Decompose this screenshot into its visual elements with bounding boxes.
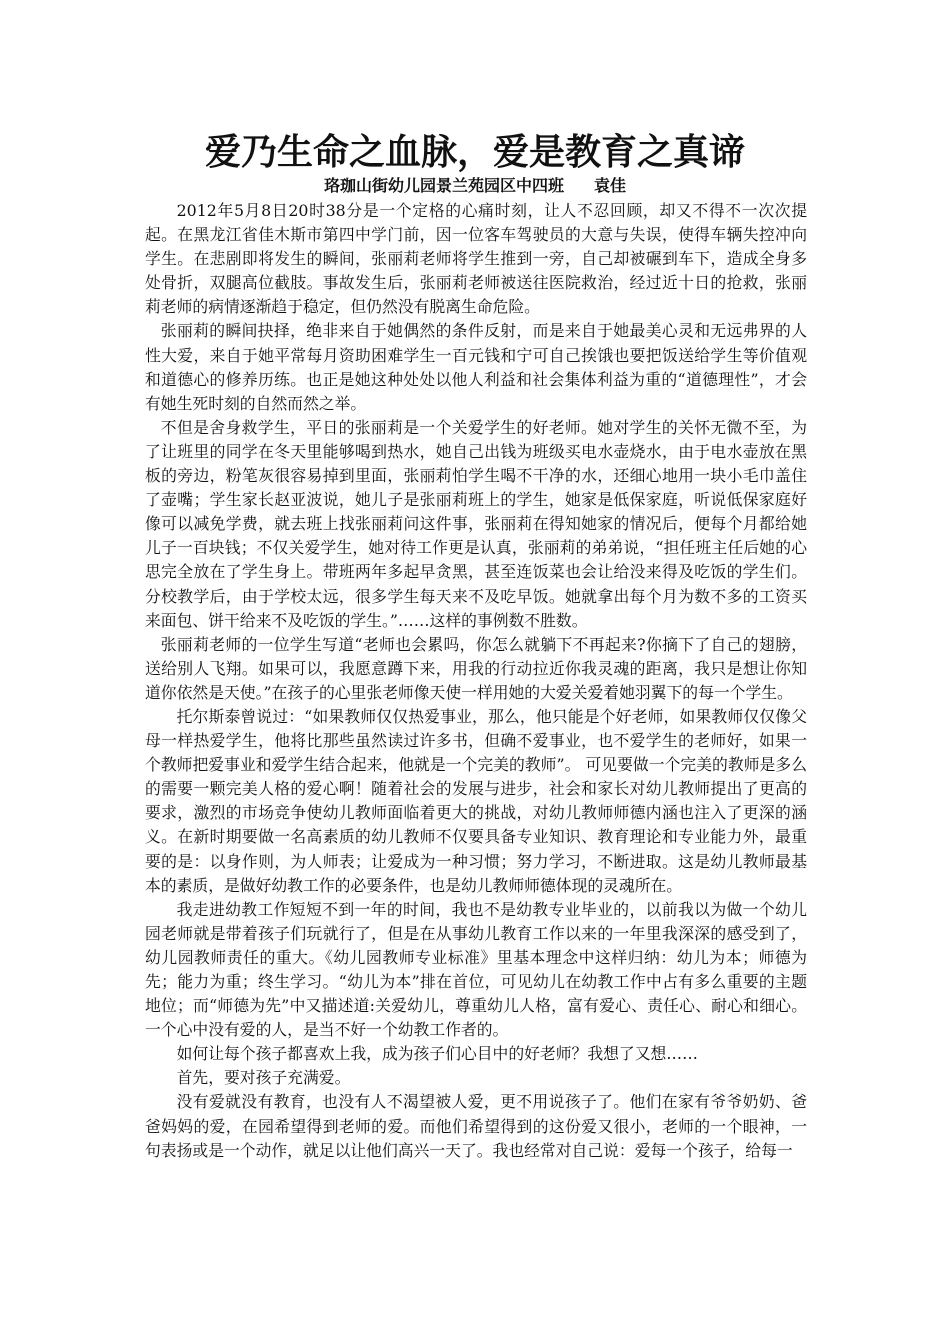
author-affiliation: 珞珈山街幼儿园景兰苑园区中四班 (323, 176, 564, 195)
document-title: 爱乃生命之血脉，爱是教育之真谛 (204, 132, 745, 173)
paragraph: 首先，要对孩子充满爱。 (176, 1068, 351, 1088)
document-byline (0, 175, 950, 197)
paragraph: 托尔斯泰曾说过：“如果教师仅仅热爱事业，那么，他只能是个好老师，如果教师仅仅像父母一样热爱学生，他将比那些虽然读过许多书，但确不爱事业，也不爱学生的老师好，如果一个教师把爱事业和爱学生结合起来，他就是一个完美的教师”。 可见要做一个完美的教师是多么的需要一颗完美人格的爱心啊！随着社会的发展与进步，社会和家长对幼儿教师提出了更高的要求，激烈的市场竞争使幼儿教师面临着更大的挑战，对幼儿教师师德内涵也注入了更深的涵义。在新时期要做一名高素质的幼儿教师不仅要具备专业知识、教育理论和专业能力外，最重要的是：以身作则，为人师表；让爱成为一种习惯；努力学习，不断进取。这是幼儿教师最基本的素质，是做好幼教工作的必要条件，也是幼儿教师师德体现的灵魂所在。 (145, 706, 807, 895)
paragraph: 不但是舍身救学生，平日的张丽莉是一个关爱学生的好老师。她对学生的关怀无微不至，为了让班里的同学在冬天里能够喝到热水，她自己出钱为班级买电水壶烧水，由于电水壶放在黑板的旁边，粉笔灰很容易掉到里面，张丽莉怕学生喝不干净的水，还细心地用一块小毛巾盖住了壶嘴；学生家长赵亚波说，她儿子是张丽莉班上的学生，她家是低保家庭，听说低保家庭好像可以减免学费，就去班上找张丽莉问这件事，张丽莉在得知她家的情况后，便每个月都给她儿子一百块钱；不仅关爱学生，她对待工作更是认真，张丽莉的弟弟说，“担任班主任后她的心思完全放在了学生身上。带班两年多起早贪黑，甚至连饭菜也会让给没来得及吃饭的学生们。分校教学后，由于学校太远，很多学生每天来不及吃早饭。她就拿出每个月为数不多的工资买来面包、饼干给来不及吃饭的学生。”……这样的事例数不胜数。 (145, 417, 807, 630)
author-name: 袁佳 (594, 176, 627, 195)
document-body (145, 199, 807, 1163)
paragraph: 张丽莉老师的一位学生写道“老师也会累吗，你怎么就躺下不再起来?你摘下了自己的翅膀，送给别人飞翔。如果可以，我愿意蹲下来，用我的行动拉近你我灵魂的距离，我只是想让你知道你依然是天使。”在孩子的心里张老师像天使一样用她的大爱关爱着她羽翼下的每一个学生。 (145, 634, 807, 702)
paragraph: 没有爱就没有教育，也没有人不渴望被人爱，更不用说孩子了。他们在家有爷爷奶奶、爸爸妈妈的爱，在园希望得到老师的爱。而他们希望得到的这份爱又很小，老师的一个眼神，一句表扬或是一个动作，就足以让他们高兴一天了。我也经常对自己说：爱每一个孩子，给每一 (145, 1092, 807, 1160)
paragraph: 张丽莉的瞬间抉择，绝非来自于她偶然的条件反射，而是来自于她最美心灵和无远弗界的人性大爱，来自于她平常每月资助困难学生一百元钱和宁可自己挨饿也要把饭送给学生等价值观和道德心的修养历练。也正是她这种处处以他人利益和社会集体利益为重的“道德理性”，才会有她生死时刻的自然而然之举。 (145, 321, 807, 413)
paragraph: 如何让每个孩子都喜欢上我，成为孩子们心目中的好老师？我想了又想…… (176, 1044, 698, 1064)
paragraph: 我走进幼教工作短短不到一年的时间，我也不是幼教专业毕业的，以前我以为做一个幼儿园老师就是带着孩子们玩就行了，但是在从事幼儿教育工作以来的一年里我深深的感受到了，幼儿园教师责任的重大。《幼儿园教师专业标准》里基本理念中这样归纳：幼儿为本；师德为先；能力为重；终生学习。“幼儿为本”排在首位，可见幼儿在幼教工作中占有多么重要的主题地位；而“师德为先”中又描述道:关爱幼儿，尊重幼儿人格，富有爱心、责任心、耐心和细心。一个心中没有爱的人，是当不好一个幼教工作者的。 (145, 899, 807, 1040)
paragraph: 2012年5月8日20时38分是一个定格的心痛时刻，让人不忍回顾，却又不得不一次次提起。在黑龙江省佳木斯市第四中学门前，因一位客车驾驶员的大意与失误，使得车辆失控冲向学生。在悲剧即将发生的瞬间，张丽莉老师将学生推到一旁，自己却被碾到车下，造成全身多处骨折，双腿高位截肢。事故发生后，张丽莉老师被送往医院救治，经过近十日的抢救，张丽莉老师的病情逐渐趋于稳定，但仍然没有脱离生命危险。 (145, 201, 807, 317)
